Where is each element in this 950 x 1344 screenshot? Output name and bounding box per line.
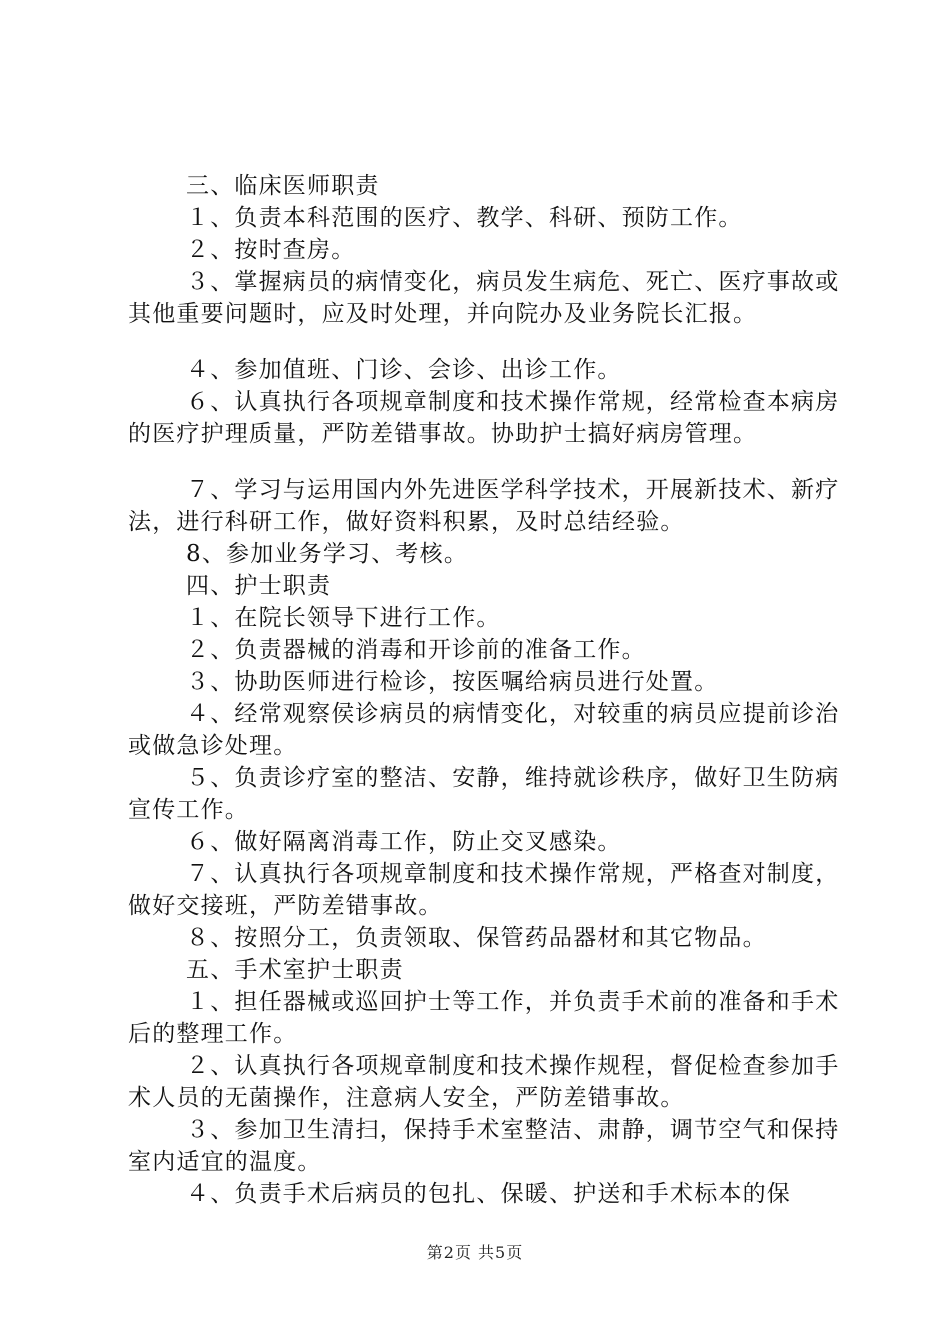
- list-item: ８、按照分工，负责领取、保管药品器材和其它物品。: [186, 925, 767, 951]
- section-heading-clinical-physician: 三、临床医师职责: [186, 173, 380, 199]
- list-item: ２、负责器械的消毒和开诊前的准备工作。: [186, 637, 646, 663]
- list-item: ４、经常观察侯诊病员的病情变化，对较重的病员应提前诊治或做急诊处理。: [128, 701, 840, 759]
- section-heading-operating-room-nurse: 五、手术室护士职责: [186, 957, 404, 983]
- page-number-footer: 第2页 共5页: [426, 1243, 524, 1262]
- list-item: ３、参加卫生清扫，保持手术室整洁、肃静，调节空气和保持室内适宜的温度。: [128, 1117, 840, 1175]
- list-item: 8、参加业务学习、考核。: [186, 541, 469, 567]
- list-item: ２、认真执行各项规章制度和技术操作规程，督促检查参加手术人员的无菌操作，注意病人安全，严防差错事故。: [128, 1053, 840, 1111]
- section-heading-nurse: 四、护士职责: [186, 573, 332, 599]
- list-item: ６、认真执行各项规章制度和技术操作常规，经常检查本病房的医疗护理质量，严防差错事故。协助护士搞好病房管理。: [128, 389, 840, 447]
- list-item: ７、认真执行各项规章制度和技术操作常规，严格查对制度，做好交接班，严防差错事故。: [128, 861, 840, 919]
- list-item: ７、学习与运用国内外先进医学科学技术，开展新技术、新疗法，进行科研工作，做好资料积累，及时总结经验。: [128, 477, 840, 535]
- list-item: ３、协助医师进行检诊，按医嘱给病员进行处置。: [186, 669, 719, 695]
- list-item: ２、按时查房。: [186, 237, 356, 263]
- list-item: ５、负责诊疗室的整洁、安静，维持就诊秩序，做好卫生防病宣传工作。: [128, 765, 840, 823]
- list-item: １、负责本科范围的医疗、教学、科研、预防工作。: [186, 205, 743, 231]
- list-item: １、在院长领导下进行工作。: [186, 605, 501, 631]
- list-item: ３、掌握病员的病情变化，病员发生病危、死亡、医疗事故或其他重要问题时，应及时处理，并向院办及业务院长汇报。: [128, 269, 840, 327]
- document-body: [128, 170, 840, 1210]
- list-item: ４、负责手术后病员的包扎、保暖、护送和手术标本的保: [186, 1181, 791, 1207]
- list-item: ４、参加值班、门诊、会诊、出诊工作。: [186, 357, 622, 383]
- list-item: ６、做好隔离消毒工作，防止交叉感染。: [186, 829, 622, 855]
- list-item: １、担任器械或巡回护士等工作，并负责手术前的准备和手术后的整理工作。: [128, 989, 840, 1047]
